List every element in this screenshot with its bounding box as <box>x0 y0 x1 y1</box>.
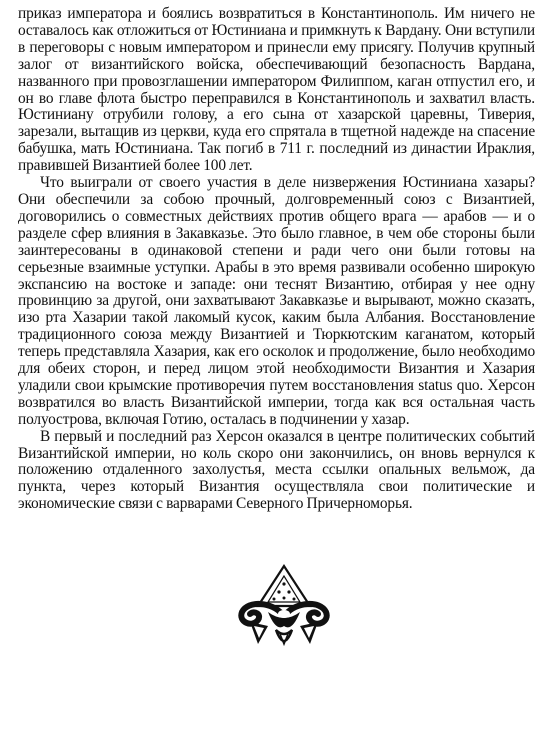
ornament-vignette-icon <box>232 562 336 654</box>
paragraph-2: Что выиграли от своего участия в деле низвержения Юстиниана хазары? Они обеспечили за собою прочный, долговременный союз с Византией, договорились о совместных действиях против общего врага — арабов — и о разделе сфер влияния в Закавказье. Это было главное, в чем обе стороны были заинтересованы в одинаковой степени и ради чего они были готовы на серьезные взаимные уступки. Арабы в это время развивали особенно широкую экспансию на востоке и западе: они теснят Византию, отбирая у нее одну провинцию за другой, они захватывают Закавказье и вырывают, можно сказать, изо рта Хазарии такой лакомый кусок, каким была Албания. Восстановление традиционного союза между Византией и Тюркютским каганатом, который теперь представляла Хазария, как его осколок и продолжение, было необходимо для обеих сторон, и перед лицом этой необходимости Византия и Хазария уладили свои крымские противоречия путем восстановления status quo. Херсон возвратился во власть Византийской империи, тогда как вся остальная часть полуострова, включая Готию, осталась в подчинении у хазар. <box>18 174 535 428</box>
paragraph-1: приказ императора и боялись возвратиться в Константинополь. Им ничего не оставалось как отложиться от Юстиниана и примкнуть к Вардану. Они вступили в переговоры с новым императором и принесли ему присягу. Получив крупный залог от византийского войска, обеспечивающий безопасность Вардана, названного при провозглашении императором Филиппом, каган отпустил его, и он во главе флота быстро переправился в Константинополь и захватил власть. Юстиниану отрубили голову, а его сына от хазарской царевны, Тиверия, зарезали, вытащив из церкви, куда его спрятала в тщетной надежде на спасение бабушка, мать Юстиниана. Так погиб в 711 г. последний из династии Ираклия, правившей Византией более 100 лет. <box>18 5 535 175</box>
paragraph-3: В первый и последний раз Херсон оказался в центре политических событий Византийской империи, но коль скоро они закончились, он вновь вернулся к положению отдаленного захолустья, места ссылки опальных вельмож, да пункта, через который Византия осуществляла свои политические и экономические связи с варварами Северного Причерноморья. <box>18 427 535 513</box>
